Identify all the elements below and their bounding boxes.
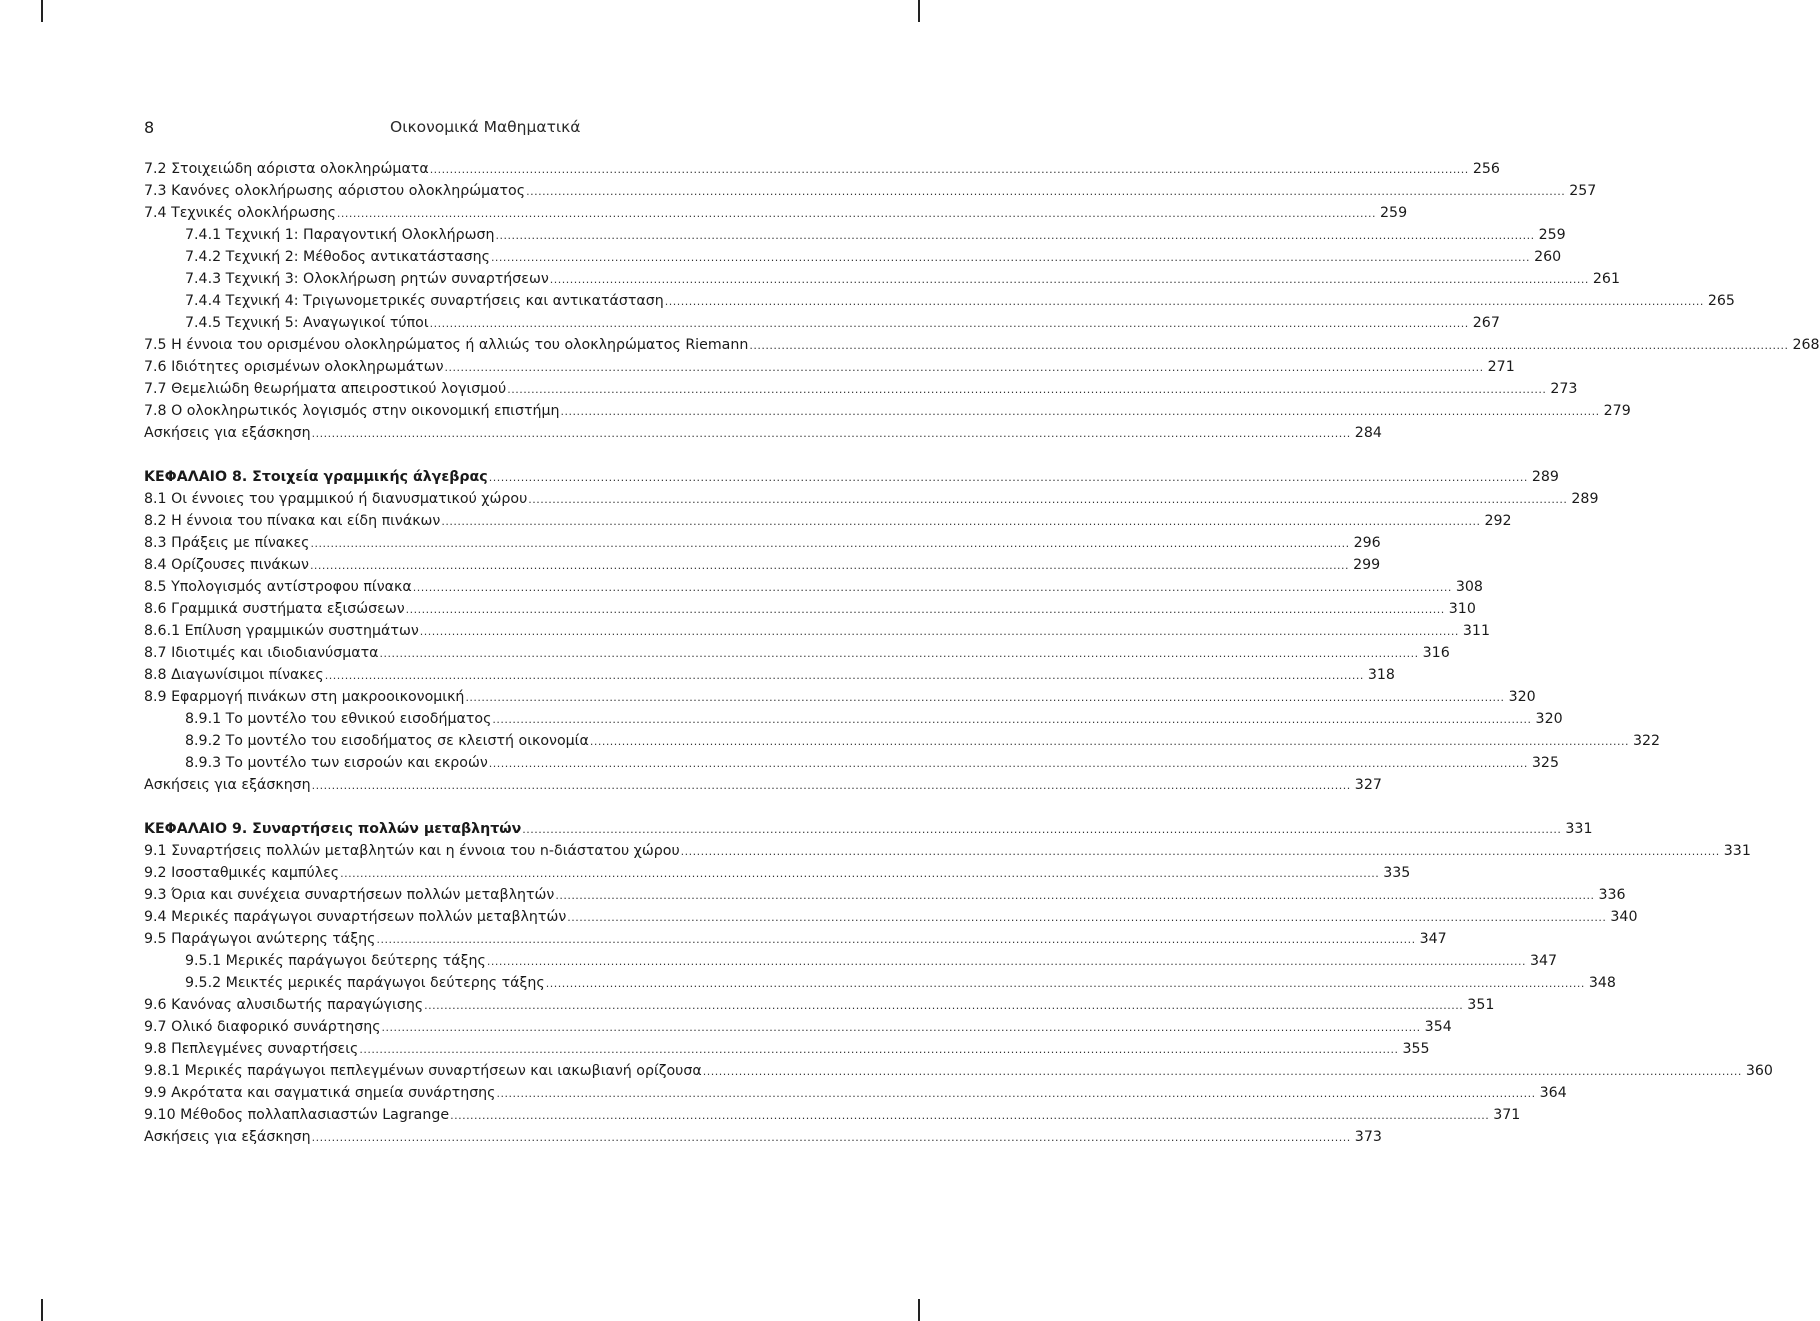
toc-entry-label: 7.4.2 Τεχνική 2: Μέθοδος αντικατάστασης [185,249,490,265]
dot-leader: .................................................................................................................................................................................................................................................................... [496,1087,1536,1100]
toc-entry-page: 271 [1487,359,1515,375]
toc-entry[interactable] [144,862,1411,884]
toc-entry-label: 9.4 Μερικές παράγωγοι συναρτήσεων πολλών μεταβλητών [144,909,567,925]
toc-entry-page: 292 [1484,513,1512,529]
toc-entry-page: 331 [1565,821,1593,837]
toc-entry[interactable] [144,378,1578,400]
toc-entry-label: 9.3 Όρια και συνέχεια συναρτήσεων πολλών μεταβλητών [144,887,555,903]
toc-entry[interactable] [144,268,1620,290]
table-of-contents [144,158,1820,1148]
toc-entry-label: 8.6.1 Επίλυση γραμμικών συστημάτων [144,623,419,639]
toc-entry-page: 316 [1422,645,1450,661]
toc-chapter-entry[interactable] [144,466,1559,488]
dot-leader: .................................................................................................................................................................................................................................................................... [749,339,1789,352]
toc-entry[interactable] [144,928,1447,950]
toc-entry-page: 260 [1534,249,1562,265]
toc-entry-page: 289 [1531,469,1559,485]
toc-entry[interactable] [144,312,1500,334]
dot-leader: .................................................................................................................................................................................................................................................................... [376,933,1416,946]
dot-leader: .................................................................................................................................................................................................................................................................... [424,999,1464,1012]
toc-entry-page: 336 [1598,887,1626,903]
dot-leader: .................................................................................................................................................................................................................................................................... [311,779,1351,792]
toc-entry-page: 261 [1592,271,1620,287]
page-header [144,118,816,142]
toc-entry-page: 331 [1723,843,1751,859]
toc-entry-label: 7.8 Ο ολοκληρωτικός λογισμός στην οικονομική επιστήμη [144,403,560,419]
toc-entry[interactable] [144,994,1495,1016]
dot-leader: .................................................................................................................................................................................................................................................................... [490,251,1531,264]
dot-leader: .................................................................................................................................................................................................................................................................... [567,911,1607,924]
toc-entry[interactable] [144,1126,1382,1148]
toc-entry[interactable] [144,972,1616,994]
toc-entry[interactable] [144,774,1382,796]
toc-entry-label: 8.2 Η έννοια του πίνακα και είδη πινάκων [144,513,441,529]
toc-entry-page: 364 [1539,1085,1567,1101]
toc-entry-page: 265 [1707,293,1735,309]
dot-leader: .................................................................................................................................................................................................................................................................... [702,1065,1742,1078]
toc-entry-page: 347 [1419,931,1447,947]
toc-entry[interactable] [144,686,1536,708]
dot-leader: .................................................................................................................................................................................................................................................................... [495,229,1535,242]
dot-leader: .................................................................................................................................................................................................................................................................... [309,559,1350,572]
toc-entry-label: 7.5 Η έννοια του ορισμένου ολοκληρώματος ή αλλιώς του ολοκληρώματος Riemann [144,337,749,353]
toc-entry-label: 7.4.3 Τεχνική 3: Ολοκλήρωση ρητών συναρτήσεων [185,271,549,287]
dot-leader: .................................................................................................................................................................................................................................................................... [450,1109,1490,1122]
toc-entry[interactable] [144,598,1476,620]
toc-entry-page: 355 [1402,1041,1430,1057]
toc-entry[interactable] [144,224,1566,246]
toc-entry[interactable] [144,1038,1430,1060]
toc-entry-label: 8.4 Ορίζουσες πινάκων [144,557,309,573]
dot-leader: .................................................................................................................................................................................................................................................................... [340,867,1380,880]
toc-entry-label: 9.5.2 Μεικτές μερικές παράγωγοι δεύτερης τάξης [185,975,545,991]
toc-entry-page: 296 [1353,535,1381,551]
toc-entry-label: 9.5 Παράγωγοι ανώτερης τάξης [144,931,376,947]
dot-leader: .................................................................................................................................................................................................................................................................... [381,1021,1421,1034]
toc-entry[interactable] [144,246,1562,268]
crop-mark-top-right [918,0,920,22]
dot-leader: .................................................................................................................................................................................................................................................................... [680,845,1720,858]
toc-entry-label: 8.5 Υπολογισμός αντίστροφου πίνακα [144,579,412,595]
toc-entry[interactable] [144,356,1515,378]
dot-leader: .................................................................................................................................................................................................................................................................... [528,493,1568,506]
dot-leader: .................................................................................................................................................................................................................................................................... [465,691,1505,704]
toc-entry-page: 257 [1569,183,1597,199]
toc-entry[interactable] [144,620,1490,642]
toc-entry-label: 8.9.1 Το μοντέλο του εθνικού εισοδήματος [185,711,492,727]
dot-leader: .................................................................................................................................................................................................................................................................... [412,581,1452,594]
toc-chapter-entry[interactable] [144,818,1593,840]
book-title: Οικονομικά Μαθηματικά [390,118,581,136]
toc-entry-label: ΚΕΦΑΛΑΙΟ 9. Συναρτήσεις πολλών μεταβλητών [144,821,522,837]
toc-entry-page: 327 [1354,777,1382,793]
dot-leader: .................................................................................................................................................................................................................................................................... [522,823,1562,836]
toc-entry-label: 7.2 Στοιχειώδη αόριστα ολοκληρώματα [144,161,429,177]
toc-entry-page: 320 [1508,689,1536,705]
toc-entry-label: 7.4.1 Τεχνική 1: Παραγοντική Ολοκλήρωση [185,227,495,243]
dot-leader: .................................................................................................................................................................................................................................................................... [379,647,1419,660]
dot-leader: .................................................................................................................................................................................................................................................................... [441,515,1481,528]
dot-leader: .................................................................................................................................................................................................................................................................... [336,207,1377,220]
toc-entry[interactable] [144,708,1563,730]
dot-leader: .................................................................................................................................................................................................................................................................... [488,471,1528,484]
toc-entry-label: 9.8 Πεπλεγμένες συναρτήσεις [144,1041,359,1057]
toc-entry-page: 273 [1550,381,1578,397]
toc-entry-label: 7.4.4 Τεχνική 4: Τριγωνομετρικές συναρτήσεις και αντικατάσταση [185,293,664,309]
dot-leader: .................................................................................................................................................................................................................................................................... [429,163,1469,176]
toc-entry[interactable] [144,906,1638,928]
toc-entry[interactable] [144,664,1395,686]
toc-entry[interactable] [144,532,1381,554]
toc-entry-label: ΚΕΦΑΛΑΙΟ 8. Στοιχεία γραμμικής άλγεβρας [144,469,488,485]
toc-entry[interactable] [144,422,1382,444]
toc-entry[interactable] [144,158,1500,180]
toc-entry-page: 268 [1792,337,1820,353]
toc-entry-label: 9.7 Ολικό διαφορικό συνάρτησης [144,1019,381,1035]
toc-entry-page: 322 [1632,733,1661,749]
toc-entry[interactable] [144,554,1381,576]
toc-entry-page: 354 [1424,1019,1452,1035]
toc-entry[interactable] [144,576,1483,598]
toc-entry[interactable] [144,884,1626,906]
dot-leader: .................................................................................................................................................................................................................................................................... [555,889,1595,902]
toc-entry-page: 351 [1467,997,1495,1013]
toc-entry-label: 8.3 Πράξεις με πίνακες [144,535,310,551]
toc-entry-label: 9.10 Μέθοδος πολλαπλασιαστών Lagrange [144,1107,450,1123]
toc-entry[interactable] [144,180,1597,202]
toc-entry-page: 259 [1538,227,1566,243]
toc-entry[interactable] [144,1016,1452,1038]
toc-entry-page: 308 [1455,579,1483,595]
toc-entry-page: 284 [1354,425,1382,441]
toc-entry-page: 267 [1472,315,1500,331]
toc-entry-page: 311 [1462,623,1490,639]
toc-entry-page: 320 [1535,711,1563,727]
toc-entry[interactable] [144,950,1558,972]
toc-entry-label: Ασκήσεις για εξάσκηση [144,777,311,793]
toc-entry[interactable] [144,730,1661,752]
toc-entry-label: Ασκήσεις για εξάσκηση [144,1129,311,1145]
dot-leader: .................................................................................................................................................................................................................................................................... [560,405,1600,418]
dot-leader: .................................................................................................................................................................................................................................................................... [324,669,1364,682]
toc-entry-label: 9.6 Κανόνας αλυσιδωτής παραγώγισης [144,997,424,1013]
toc-entry[interactable] [144,840,1751,862]
toc-entry[interactable] [144,334,1820,356]
toc-entry-label: 7.4.5 Τεχνική 5: Αναγωγικοί τύποι [185,315,429,331]
crop-mark-bottom-left [41,1299,43,1321]
toc-entry-label: 7.4 Τεχνικές ολοκλήρωσης [144,205,336,221]
toc-entry-label: 8.9.3 Το μοντέλο των εισροών και εκροών [185,755,488,771]
toc-entry-label: 8.1 Οι έννοιες του γραμμικού ή διανυσματικού χώρου [144,491,528,507]
dot-leader: .................................................................................................................................................................................................................................................................... [311,427,1351,440]
dot-leader: .................................................................................................................................................................................................................................................................... [545,977,1585,990]
toc-entry-page: 373 [1354,1129,1382,1145]
toc-entry[interactable] [144,1104,1521,1126]
toc-entry-label: 8.9.2 Το μοντέλο του εισοδήματος σε κλειστή οικονομία [185,733,589,749]
toc-entry[interactable] [144,510,1512,532]
toc-entry-page: 279 [1603,403,1631,419]
toc-entry-label: 9.5.1 Μερικές παράγωγοι δεύτερης τάξης [185,953,486,969]
toc-entry-page: 299 [1353,557,1381,573]
toc-entry-page: 335 [1383,865,1411,881]
toc-entry[interactable] [144,290,1735,312]
crop-mark-bottom-right [918,1299,920,1321]
toc-entry-label: Ασκήσεις για εξάσκηση [144,425,311,441]
dot-leader: .................................................................................................................................................................................................................................................................... [492,713,1532,726]
crop-mark-top-left [41,0,43,22]
dot-leader: .................................................................................................................................................................................................................................................................... [310,537,1350,550]
toc-entry-page: 348 [1588,975,1616,991]
page-number: 8 [144,118,155,137]
toc-entry-label: 9.2 Ισοσταθμικές καμπύλες [144,865,340,881]
dot-leader: .................................................................................................................................................................................................................................................................... [405,603,1445,616]
dot-leader: .................................................................................................................................................................................................................................................................... [486,955,1526,968]
toc-entry-page: 340 [1610,909,1638,925]
toc-entry[interactable] [144,400,1631,422]
dot-leader: .................................................................................................................................................................................................................................................................... [507,383,1547,396]
toc-entry-label: 9.9 Ακρότατα και σαγματικά σημεία συνάρτησης [144,1085,496,1101]
toc-entry-label: 9.1 Συναρτήσεις πολλών μεταβλητών και η έννοια του n-διάστατου χώρου [144,843,680,859]
toc-entry-page: 310 [1448,601,1476,617]
toc-entry-page: 347 [1529,953,1558,969]
toc-entry[interactable] [144,642,1450,664]
toc-entry-label: 7.7 Θεμελιώδη θεωρήματα απειροστικού λογισμού [144,381,507,397]
toc-entry-page: 360 [1745,1063,1773,1079]
toc-entry[interactable] [144,1060,1773,1082]
toc-entry-label: 8.7 Ιδιοτιμές και ιδιοδιανύσματα [144,645,379,661]
dot-leader: .................................................................................................................................................................................................................................................................... [589,735,1629,748]
dot-leader: .................................................................................................................................................................................................................................................................... [549,273,1589,286]
toc-entry-page: 289 [1571,491,1599,507]
toc-entry-page: 256 [1472,161,1500,177]
toc-entry-label: 9.8.1 Μερικές παράγωγοι πεπλεγμένων συναρτήσεων και ιακωβιανή ορίζουσα [144,1063,702,1079]
toc-entry-label: 8.6 Γραμμικά συστήματα εξισώσεων [144,601,405,617]
dot-leader: .................................................................................................................................................................................................................................................................... [444,361,1484,374]
toc-entry-page: 371 [1493,1107,1521,1123]
toc-entry[interactable] [144,752,1559,774]
dot-leader: .................................................................................................................................................................................................................................................................... [526,185,1566,198]
toc-entry[interactable] [144,488,1599,510]
toc-entry-label: 8.9 Εφαρμογή πινάκων στη μακροοικονομική [144,689,465,705]
toc-entry-label: 8.8 Διαγωνίσιμοι πίνακες [144,667,324,683]
dot-leader: .................................................................................................................................................................................................................................................................... [359,1043,1399,1056]
dot-leader: .................................................................................................................................................................................................................................................................... [429,317,1469,330]
toc-entry-label: 7.6 Ιδιότητες ορισμένων ολοκληρωμάτων [144,359,444,375]
dot-leader: .................................................................................................................................................................................................................................................................... [311,1131,1351,1144]
toc-entry-page: 325 [1531,755,1559,771]
dot-leader: .................................................................................................................................................................................................................................................................... [488,757,1528,770]
toc-entry[interactable] [144,202,1408,224]
toc-entry-page: 259 [1380,205,1408,221]
dot-leader: .................................................................................................................................................................................................................................................................... [664,295,1704,308]
toc-entry-page: 318 [1367,667,1395,683]
toc-entry[interactable] [144,1082,1567,1104]
toc-entry-label: 7.3 Κανόνες ολοκλήρωσης αόριστου ολοκληρώματος [144,183,526,199]
dot-leader: .................................................................................................................................................................................................................................................................... [419,625,1459,638]
